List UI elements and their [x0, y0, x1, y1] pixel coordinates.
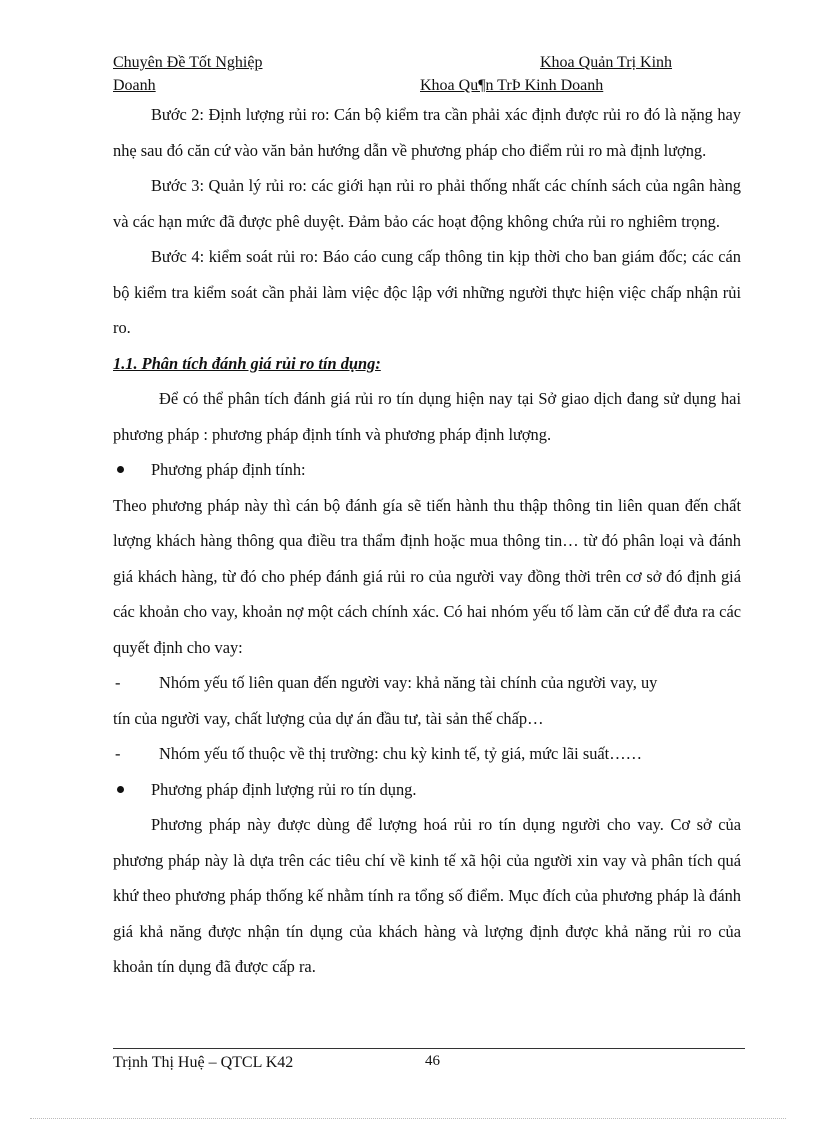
document-body — [113, 97, 741, 985]
dash-item-borrower-text: Nhóm yếu tố liên quan đến người vay: khả năng tài chính của người vay, uy — [159, 673, 658, 692]
dash-item-borrower — [113, 665, 741, 701]
qualitative-paragraph: Theo phương pháp này thì cán bộ đánh gía sẽ tiến hành thu thập thông tin liên quan đến chất lượng khách hàng thông qua điều tra thẩm định hoặc mua thông tin… từ đó phân loại và đánh giá khách hàng, từ đó cho phép đánh giá rủi ro của người vay đồng thời trên cơ sở đó định giá các khoản cho vay, khoản nợ một cách chính xác. Có hai nhóm yếu tố làm căn cứ để đưa ra các quyết định cho vay: — [113, 495, 741, 657]
header-line-1 — [113, 53, 262, 73]
quantitative-paragraph: Phương pháp này được dùng để lượng hoá rủi ro tín dụng người cho vay. Cơ sở của phương pháp này là dựa trên các tiêu chí về kinh tế xã hội của người xin vay và phân tích quá khứ theo phương pháp thống kế nhằm tính ra tổng số điểm. Mục đích của phương pháp là đánh giá khả năng được nhận tín dụng của khách hàng và lượng định được khả năng rủi ro của khoản tín dụng đã được cấp ra. — [113, 815, 741, 976]
dash-item-borrower-continued: tín của người vay, chất lượng của dự án đầu tư, tài sản thế chấp… — [113, 708, 544, 728]
bullet-qualitative-label: Phương pháp định tính: — [151, 460, 306, 479]
dash-item-market — [113, 736, 741, 772]
step4-paragraph: Bước 4: kiểm soát rủi ro: Báo cáo cung cấp thông tin kịp thời cho ban giám đốc; các cán bộ kiểm tra kiểm soát cần phải làm việc độc lập với những người thực hiện việc chấp nhận rủi ro. — [113, 247, 741, 337]
intro-paragraph: Để có thể phân tích đánh giá rủi ro tín dụng hiện nay tại Sở giao dịch đang sử dụng hai phương pháp : phương pháp định tính và phương pháp định lượng. — [113, 389, 741, 444]
bullet-icon — [117, 466, 124, 473]
bullet-quantitative-label: Phương pháp định lượng rủi ro tín dụng. — [151, 779, 417, 799]
footer-divider — [113, 1048, 745, 1049]
bullet-icon — [117, 786, 124, 793]
bullet-qualitative — [113, 452, 741, 488]
dash-item-market-text: Nhóm yếu tố thuộc về thị trường: chu kỳ kinh tế, tỷ giá, mức lãi suất…… — [159, 744, 643, 763]
header-line-2 — [113, 76, 156, 96]
footer-author: Trịnh Thị Huệ – QTCL K42 — [113, 1054, 294, 1071]
page-edge-divider — [30, 1118, 786, 1119]
header-title-left: Chuyên Đề Tốt Nghiệp — [113, 54, 263, 71]
section-heading: 1.1. Phân tích đánh giá rủi ro tín dụng: — [113, 353, 381, 373]
dash-icon: - — [115, 744, 121, 763]
step2-paragraph: Bước 2: Định lượng rủi ro: Cán bộ kiểm tra cần phải xác định được rủi ro đó là nặng hay nhẹ sau đó căn cứ vào văn bản hướng dẫn về phương pháp cho điểm rủi ro mà định lượng. — [113, 105, 741, 160]
page-number: 46 — [425, 1053, 440, 1069]
header-title-right: Khoa Quản Trị Kinh — [540, 54, 673, 71]
dash-icon: - — [115, 673, 121, 692]
header-line-2-right: Khoa Qu¶n TrÞ Kinh Doanh — [420, 77, 604, 94]
bullet-quantitative — [113, 772, 741, 808]
header-line-2-left: Doanh — [113, 77, 156, 94]
step3-paragraph: Bước 3: Quản lý rủi ro: các giới hạn rủi ro phải thống nhất các chính sách của ngân hàng và các hạn mức đã được phê duyệt. Đảm bảo các hoạt động không chứa rủi ro nghiêm trọng. — [113, 176, 741, 231]
